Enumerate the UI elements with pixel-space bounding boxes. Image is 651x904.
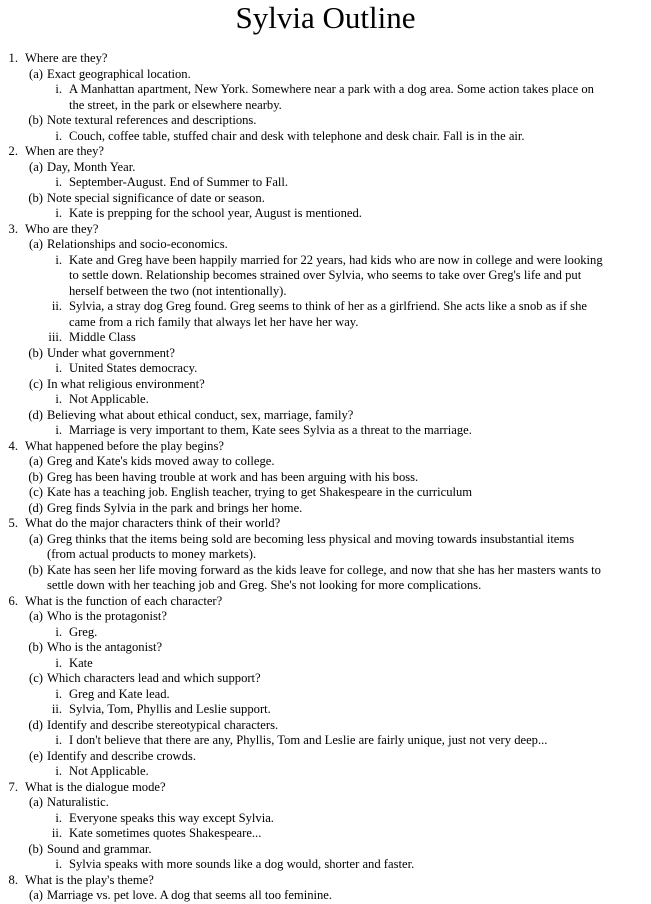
item-text-line: Kate [69,655,93,670]
list-marker: i. [55,206,62,220]
list-marker: (d) [28,500,43,515]
item-text-line: What do the major characters think of their world? [25,516,281,530]
outline-item-subquestion [0,191,651,207]
list-marker: 8. [8,872,18,887]
outline-item-question [0,144,651,160]
list-marker: (b) [28,469,43,484]
item-text-line: A Manhattan apartment, New York. Somewhere near a park with a dog area. Some action takes place on [69,82,594,96]
list-marker: (c) [29,485,43,499]
item-text-line: Greg and Kate lead. [69,686,170,701]
item-text-line: Which characters lead and which support? [47,671,261,685]
item-text-line: When are they? [25,144,105,158]
outline-item-subquestion [0,609,651,625]
item-text-line: Naturalistic. [47,795,109,809]
item-text-line: What happened before the play begins? [25,438,224,453]
outline-item-answer [0,361,651,377]
outline-item-subquestion [0,67,651,83]
list-marker: (b) [28,113,43,127]
list-marker: i. [55,655,62,670]
list-marker: i. [55,857,62,871]
list-marker: 1. [8,51,18,65]
outline-item-question [0,873,651,889]
outline-item-answer [0,82,651,113]
outline-item-answer [0,206,651,222]
outline-item-answer [0,857,651,873]
list-marker: (a) [29,237,43,251]
list-marker: (b) [28,841,43,856]
item-text-line: Greg and Kate's kids moved away to college. [47,454,275,468]
list-marker: 4. [8,438,18,453]
outline-item-subquestion [0,346,651,362]
outline-item-subquestion [0,501,651,517]
item-text-line: Note textural references and descriptions. [47,113,257,127]
outline-item-subquestion [0,113,651,129]
outline-item-subquestion [0,160,651,176]
item-text-line: Sound and grammar. [47,841,152,856]
item-text-line: Middle Class [69,330,136,344]
item-text-line: the street, in the park or elsewhere nearby. [69,97,282,112]
item-text-line: What is the function of each character? [25,593,223,608]
item-text-line: In what religious environment? [47,376,205,391]
list-marker: i. [55,128,62,143]
list-marker: 7. [8,779,18,794]
item-text-line: Who is the antagonist? [47,640,163,654]
item-text-line: Not Applicable. [69,764,149,778]
outline-item-subquestion [0,377,651,393]
list-marker: (d) [28,407,43,422]
outline-item-subquestion [0,749,651,765]
list-marker: ii. [51,299,62,313]
item-text-line: Couch, coffee table, stuffed chair and desk with telephone and desk chair. Fall is in the air. [69,128,525,143]
outline-item-answer [0,129,651,145]
item-text-line: Greg. [69,624,98,639]
outline-item-subquestion [0,842,651,858]
outline-item-subquestion [0,485,651,501]
item-text-line: herself between the two (not intentionally). [69,283,287,298]
outline-item-subquestion [0,454,651,470]
list-marker: (a) [29,159,43,174]
item-text-line: Kate and Greg have been happily married for 22 years, had kids who are now in college and were looking [69,252,603,267]
list-marker: i. [55,624,62,639]
outline-item-subquestion [0,671,651,687]
list-marker: ii. [51,826,62,840]
item-text-line: Sylvia speaks with more sounds like a dog would, shorter and faster. [69,857,415,871]
item-text-line: Relationships and socio-economics. [47,237,228,251]
item-text-line: Marriage is very important to them, Kate sees Sylvia as a threat to the marriage. [69,423,472,437]
item-text-line: Greg has been having trouble at work and has been arguing with his boss. [47,469,419,484]
outline-item-answer [0,392,651,408]
item-text-line: Day, Month Year. [47,159,136,174]
list-marker: 5. [8,516,18,530]
item-text-line: (from actual products to money markets). [47,547,257,561]
document-title: Sylvia Outline [235,0,416,35]
list-marker: (a) [29,66,43,81]
outline-item-answer [0,253,651,300]
item-text-line: Exact geographical location. [47,66,191,81]
outline-item-question [0,516,651,532]
outline-item-question [0,594,651,610]
item-text-line: I don't believe that there are any, Phyllis, Tom and Leslie are fairly unique, just not very deep... [69,733,548,747]
list-marker: (e) [29,748,43,763]
list-marker: i. [55,733,62,747]
list-marker: (a) [29,795,43,809]
outline-item-answer [0,826,651,842]
item-text-line: What is the dialogue mode? [25,779,166,794]
item-text-line: Who are they? [25,221,99,236]
outline-item-subquestion [0,408,651,424]
item-text-line: Believing what about ethical conduct, sex, marriage, family? [47,407,354,422]
item-text-line: Who is the protagonist? [47,609,167,623]
list-marker: i. [55,82,62,96]
outline-item-subquestion [0,888,651,904]
outline-item-subquestion [0,237,651,253]
list-marker: i. [55,252,62,267]
list-marker: (a) [29,609,43,623]
list-marker: (c) [29,671,43,685]
list-marker: i. [55,810,62,825]
item-text-line: Kate has a teaching job. English teacher, trying to get Shakespeare in the curriculum [47,485,473,499]
item-text-line: Note special significance of date or season. [47,190,265,205]
outline-item-answer [0,330,651,346]
item-text-line: Greg thinks that the items being sold are becoming less physical and moving towards insubstantial items [47,531,575,546]
outline-item-answer [0,733,651,749]
item-text-line: came from a rich family that always let her have her way. [69,314,359,329]
outline-item-question [0,439,651,455]
outline-item-subquestion [0,532,651,563]
item-text-line: Where are they? [25,51,108,65]
item-text-line: What is the play's theme? [25,872,154,887]
outline-item-answer [0,625,651,641]
outline-item-subquestion [0,795,651,811]
list-marker: (b) [28,640,43,654]
item-text-line: Greg finds Sylvia in the park and brings her home. [47,500,303,515]
outline-item-question [0,222,651,238]
outline-item-subquestion [0,640,651,656]
item-text-line: Sylvia, Tom, Phyllis and Leslie support. [69,702,271,716]
item-text-line: Kate sometimes quotes Shakespeare... [69,826,262,840]
item-text-line: Everyone speaks this way except Sylvia. [69,810,274,825]
list-marker: (b) [28,562,43,577]
item-text-line: to settle down. Relationship becomes strained over Sylvia, who seems to take over Greg's life and put [69,268,582,282]
list-marker: (b) [28,345,43,360]
outline-item-answer [0,764,651,780]
item-text-line: Kate has seen her life moving forward as the kids leave for college, and now that she has her masters wants to [47,562,601,577]
list-marker: i. [55,175,62,189]
list-marker: ii. [51,702,62,716]
item-text-line: Kate is prepping for the school year, August is mentioned. [69,206,362,220]
list-marker: iii. [48,330,62,344]
outline-item-answer [0,175,651,191]
list-marker: i. [55,392,62,406]
item-text-line: Not Applicable. [69,392,149,406]
list-marker: (c) [29,376,43,391]
outline-item-subquestion [0,563,651,594]
item-text-line: Identify and describe stereotypical characters. [47,717,279,732]
outline-item-answer [0,656,651,672]
item-text-line: settle down with her teaching job and Greg. She's not looking for more complications. [47,578,482,592]
outline-item-answer [0,811,651,827]
list-marker: (a) [29,888,43,902]
list-marker: i. [55,361,62,375]
list-marker: (a) [29,531,43,546]
outline-item-answer [0,299,651,330]
list-marker: (b) [28,190,43,205]
outline-list [0,51,651,904]
item-text-line: Sylvia, a stray dog Greg found. Greg seems to think of her as a girlfriend. She acts like a snob as if she [69,299,587,313]
item-text-line: United States democracy. [69,361,198,375]
outline-item-subquestion [0,718,651,734]
list-marker: 6. [8,593,18,608]
outline-item-question [0,780,651,796]
outline-item-answer [0,687,651,703]
outline-item-answer [0,423,651,439]
list-marker: i. [55,423,62,437]
list-marker: i. [55,686,62,701]
list-marker: (a) [29,454,43,468]
list-marker: (d) [28,717,43,732]
outline-item-question [0,51,651,67]
item-text-line: Under what government? [47,345,175,360]
outline-item-subquestion [0,470,651,486]
outline-item-answer [0,702,651,718]
item-text-line: Marriage vs. pet love. A dog that seems all too feminine. [47,888,333,902]
item-text-line: Identify and describe crowds. [47,748,196,763]
list-marker: 2. [8,144,18,158]
item-text-line: September-August. End of Summer to Fall. [69,175,289,189]
list-marker: 3. [8,221,18,236]
list-marker: i. [55,764,62,778]
